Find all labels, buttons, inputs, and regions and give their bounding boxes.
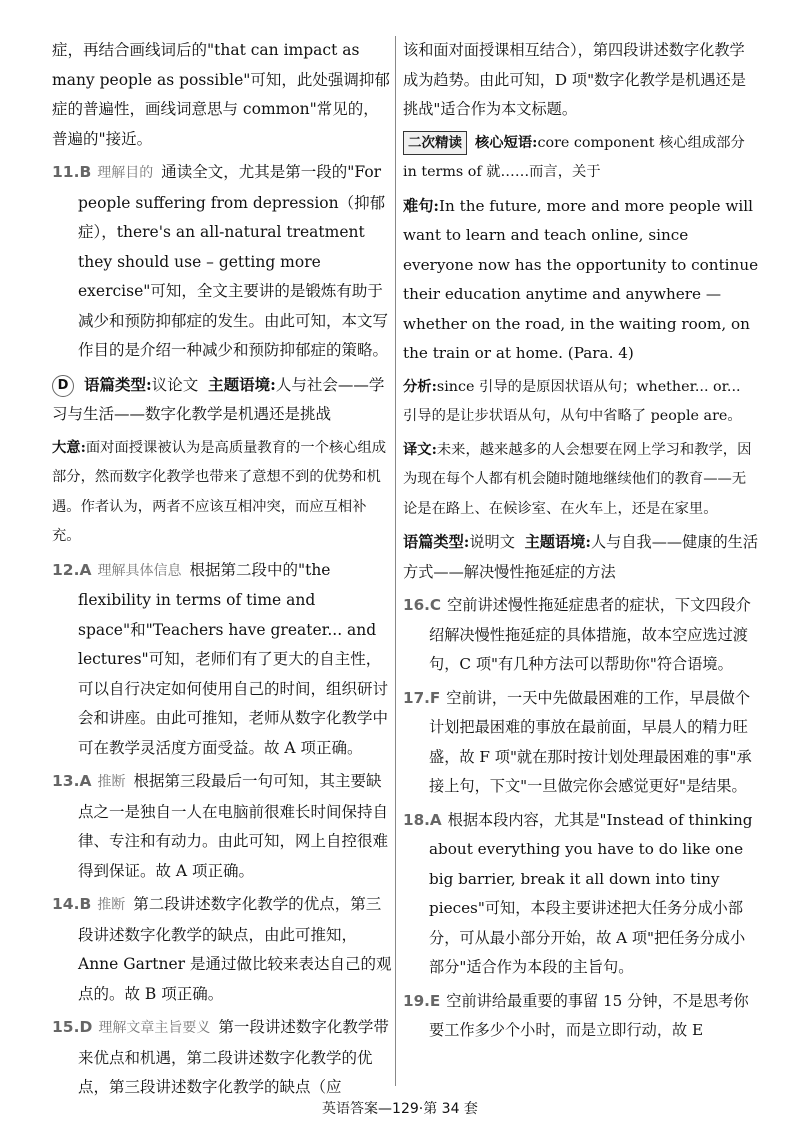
theme-value: 人与自我——健康的生活方式——解决慢性拖延症的方法	[403, 533, 758, 581]
answer-text: 根据第二段中的"the flexibility in terms of time and space"和"Teachers have greater... and lectures"可知，老师们有了更大的自主性，可以自行决定如何使用自己的时间，组织研讨会和讲座。由此可推知，老师从数字化教学中可在教学灵活度方面受益。故 A 项正确。	[78, 560, 389, 757]
intro-paragraph: 症，再结合画线词后的"that can impact as many people as possible"可知，此处强调抑郁症的普遍性，画线词意思与 common"常见的，普遍的"接近。	[52, 41, 390, 148]
answer-19	[403, 987, 759, 1046]
answer-text: 根据本段内容，尤其是"Instead of thinking about everything you have to do like one big barrier, break it all down into tiny pieces"可知，本段主要讲述把大任务分成小部分，可从最小部分开始，故 A 项"把任务分成小部分"适合作为本段的主旨句。	[429, 810, 753, 976]
phrase-text: core component 核心组成部分 in terms of 就……而言，关于	[403, 134, 745, 180]
analysis	[403, 373, 759, 432]
summary	[52, 434, 392, 552]
question-number: 17.F	[403, 688, 441, 707]
passage-e-header	[403, 528, 759, 587]
question-number: 19.E	[403, 991, 441, 1010]
answer-11	[52, 158, 392, 366]
question-tag: 推断	[97, 897, 126, 913]
right-column	[403, 36, 759, 1050]
answer-15	[52, 1013, 392, 1103]
question-number: 14.B	[52, 895, 92, 913]
phrase-label: 核心短语:	[475, 134, 538, 151]
theme-value: 人与社会——学习与生活——数字化教学是机遇还是挑战	[52, 375, 385, 423]
translation-text: 未来，越来越多的人会想要在网上学习和教学，因为现在每个人都有机会随时随地继续他们的教育——无论是在路上、在候诊室、在火车上，还是在家里。	[403, 441, 752, 517]
continued-paragraph: 该和面对面授课相互结合），第四段讲述数字化教学成为趋势。由此可知，D 项"数字化教学是机遇还是挑战"适合作为本文标题。	[403, 41, 746, 118]
type-value: 议论文	[151, 375, 199, 394]
question-number: 15.D	[52, 1018, 93, 1036]
answer-text: 第二段讲述数字化教学的优点，第三段讲述数字化教学的缺点，由此可推知，Anne Gartner 是通过做比较来表达自己的观点的。故 B 项正确。	[78, 895, 392, 1003]
hard-text: In the future, more and more people will want to learn and teach online, since everyone now has the opportunity to continue their education anytime and anywhere — whether on the road, in the waiting room, on the train or at home. (Para. 4)	[403, 196, 759, 362]
hard-label: 难句:	[403, 196, 439, 215]
theme-label: 主题语境:	[208, 374, 276, 394]
question-number: 18.A	[403, 810, 442, 829]
column-divider	[395, 36, 396, 1086]
page-footer: 英语答案—129·第 34 套	[322, 1101, 478, 1117]
answer-text: 空前讲给最重要的事留 15 分钟，不是思考你要工作多少个小时，而是立即行动，故 E	[429, 991, 749, 1039]
answer-text: 第一段讲述数字化教学带来优点和机遇，第二段讲述数字化教学的优点，第三段讲述数字化教学的缺点（应	[78, 1018, 389, 1096]
passage-d-header	[52, 370, 392, 430]
summary-label: 大意:	[52, 439, 86, 456]
theme-label: 主题语境:	[524, 533, 591, 551]
answer-text: 空前讲述慢性拖延症患者的症状，下文四段介绍解决慢性拖延症的具体措施，故本空应选过渡句，C 项"有几种方法可以帮助你"符合语境。	[429, 596, 751, 673]
translation-label: 译文:	[403, 441, 437, 458]
answer-18	[403, 806, 759, 983]
question-tag: 理解文章主旨要义	[98, 1020, 211, 1036]
left-column	[52, 36, 392, 1107]
answer-17	[403, 684, 759, 802]
answer-13	[52, 767, 392, 886]
question-number: 13.A	[52, 772, 92, 790]
answer-text: 根据第三段最后一句可知，其主要缺点之一是独自一人在电脑前很难长时间保持自律、专注和有动力。由此可知，网上自控很难得到保证。故 A 项正确。	[78, 772, 389, 880]
analysis-text: since 引导的是原因状语从句；whether... or... 引导的是让步状语从句，从句中省略了 people are。	[403, 378, 742, 424]
question-number: 16.C	[403, 596, 442, 614]
question-number: 12.A	[52, 560, 92, 579]
type-value: 说明文	[469, 533, 515, 551]
question-tag: 理解目的	[97, 165, 154, 181]
passage-d-mark: D	[52, 375, 74, 397]
type-label: 语篇类型:	[84, 374, 152, 394]
type-label: 语篇类型:	[403, 533, 470, 551]
answer-text: 空前讲，一天中先做最困难的工作，早晨做个计划把最困难的事放在最前面，早晨人的精力旺盛，故 F 项"就在那时按计划处理最困难的事"承接上句，下文"一旦做完你会感觉更好"是结果。	[429, 688, 752, 795]
question-tag: 理解具体信息	[97, 562, 182, 579]
answer-text: 通读全文，尤其是第一段的"For people suffering from depression（抑郁症），there's an all-natural treatment they should use – getting more exercise"可知，全文主要讲的是锻炼有助于减少和预防抑郁症的发生。由此可知，本文写作目的是介绍一种减少和预防抑郁症的策略。	[78, 163, 389, 359]
question-tag: 推断	[97, 774, 126, 790]
second-read-badge: 二次精读	[403, 131, 467, 155]
translation	[403, 436, 759, 525]
hard-sentence	[403, 192, 759, 369]
answer-12	[52, 556, 392, 764]
answer-14	[52, 890, 392, 1009]
second-read	[403, 129, 759, 188]
answer-16	[403, 591, 759, 680]
summary-text: 面对面授课被认为是高质量教育的一个核心组成部分，然而数字化教学也带来了意想不到的优势和机遇。作者认为，两者不应该互相冲突，而应互相补充。	[52, 439, 387, 544]
question-number: 11.B	[52, 163, 92, 181]
analysis-label: 分析:	[403, 378, 437, 395]
